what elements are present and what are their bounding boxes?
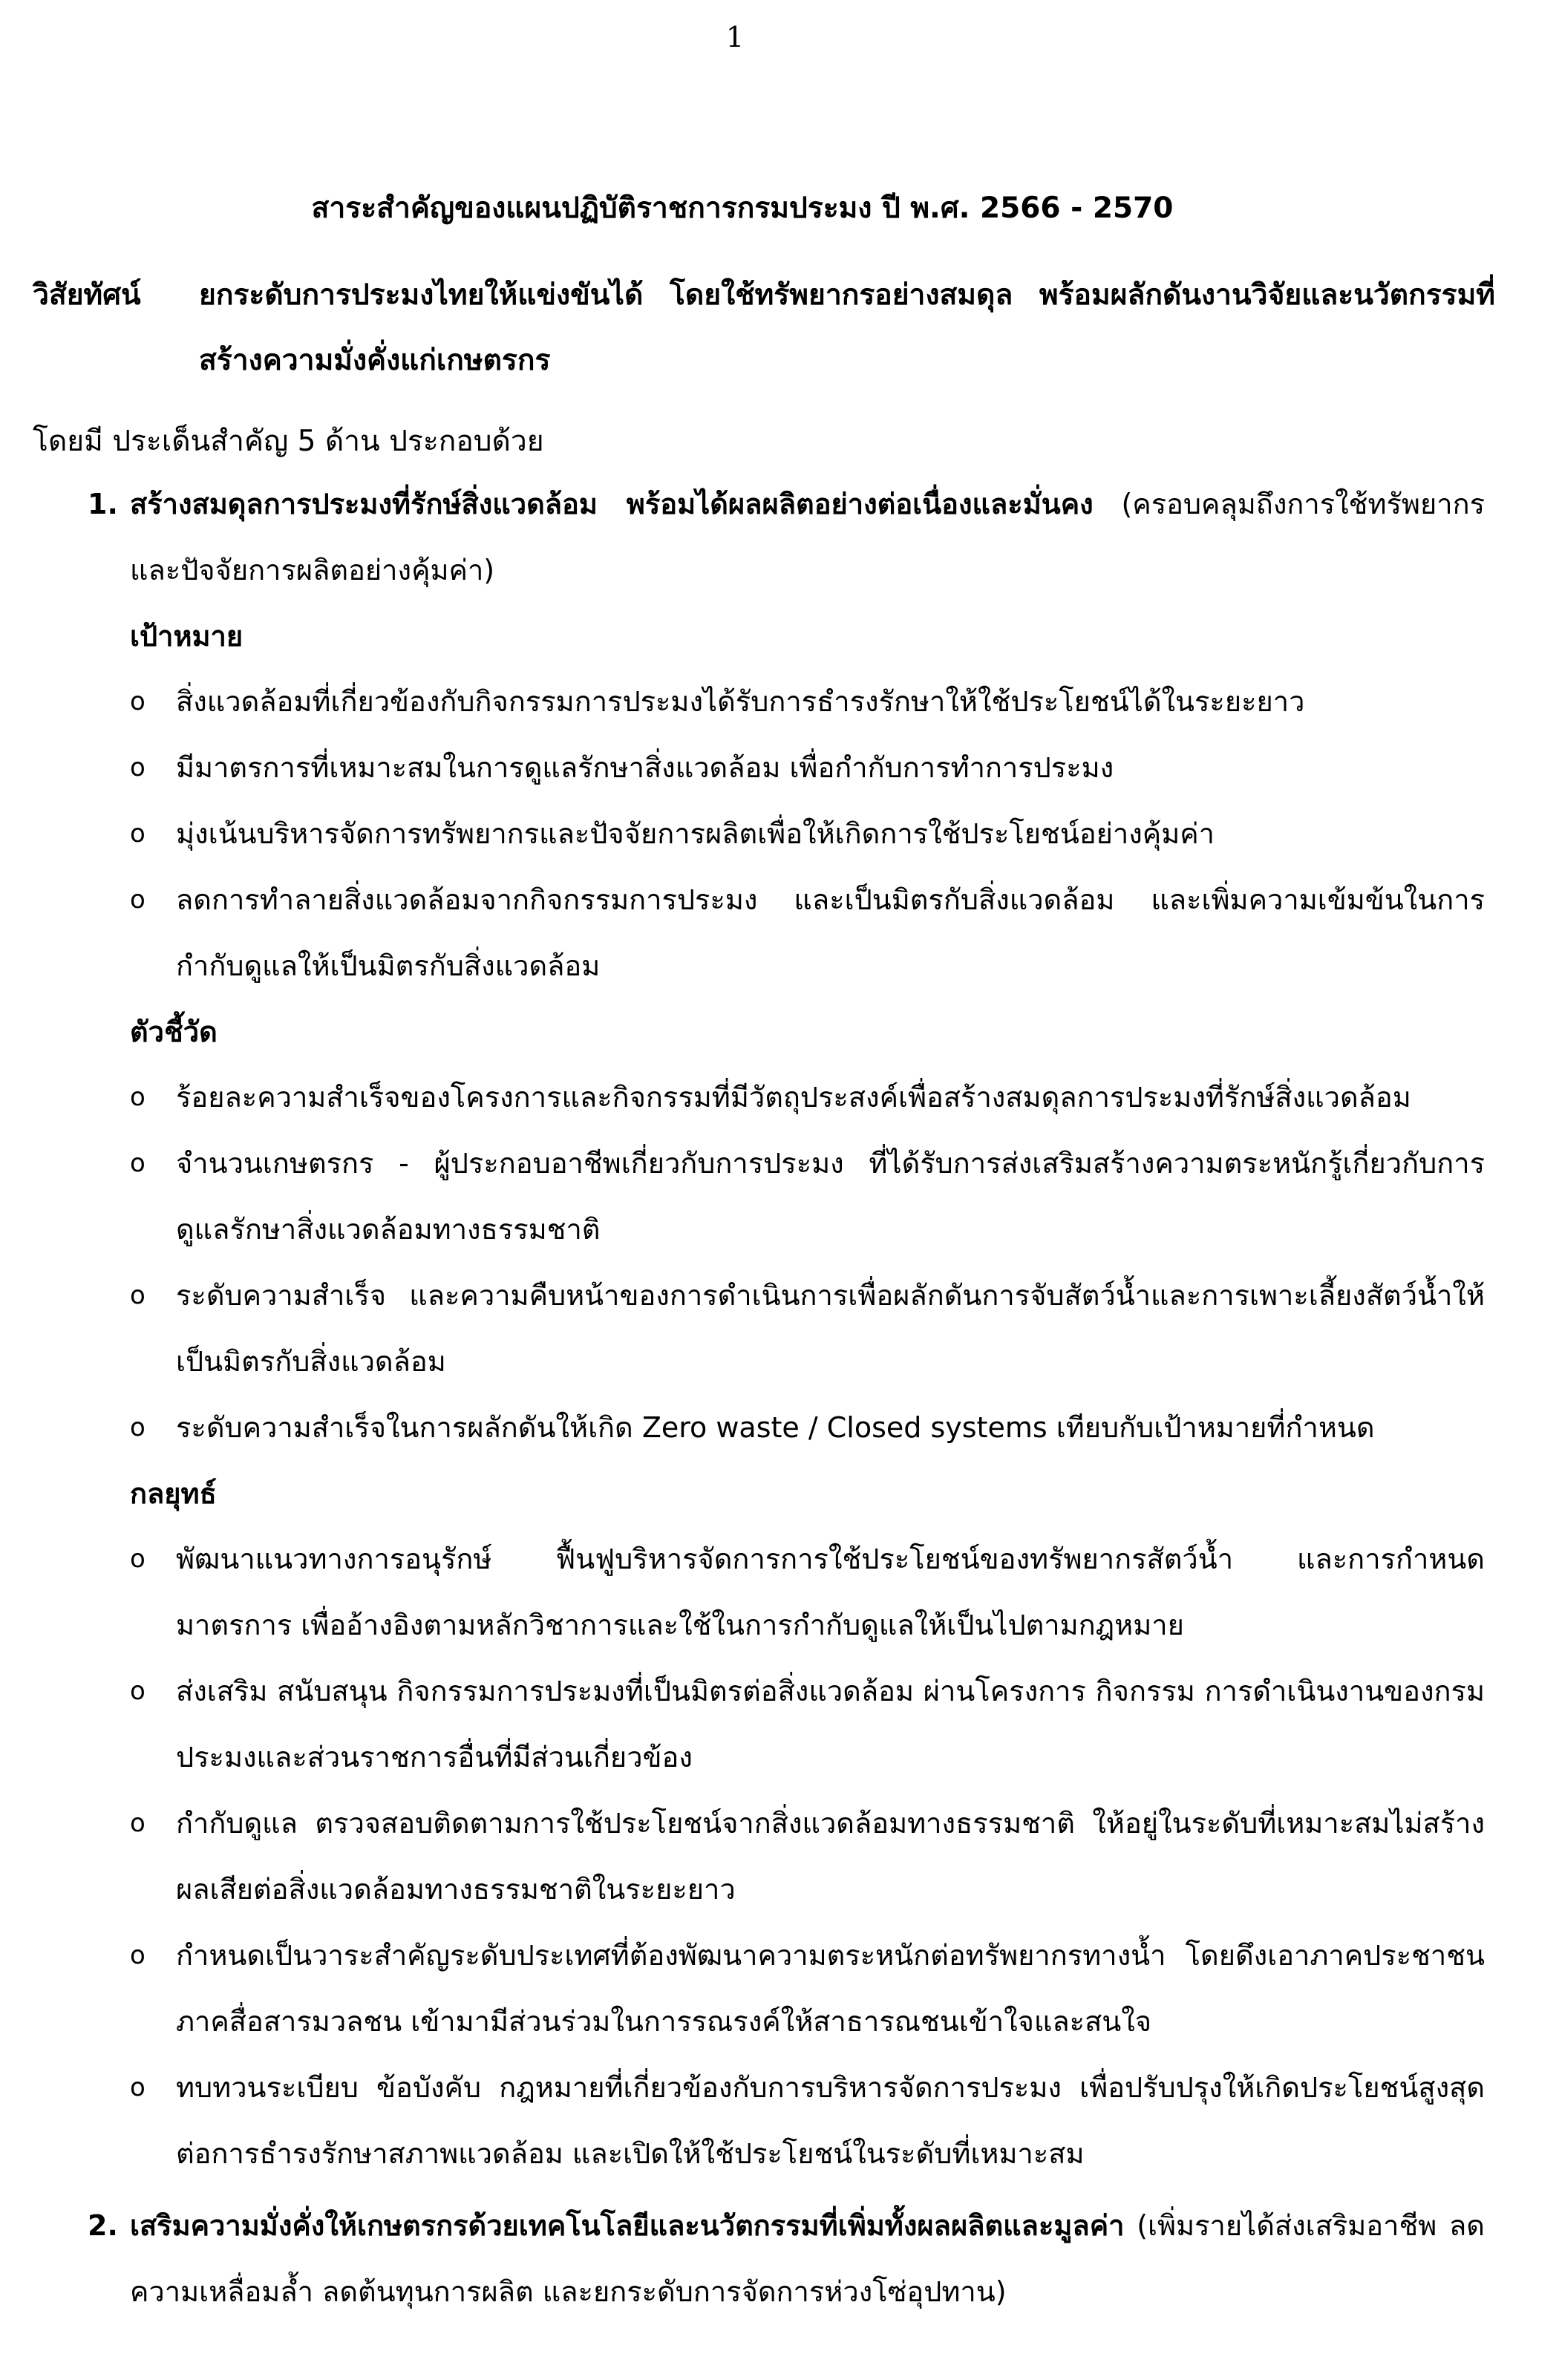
list-item: o ร้อยละความสำเร็จของโครงการและกิจกรรมที่มีวัตถุประสงค์เพื่อสร้างสมดุลการประมงที่รักษ์สิ่งแวดล้อม <box>130 1065 1485 1131</box>
circle-bullet-icon: o <box>130 1941 146 1970</box>
list-item: o มุ่งเน้นบริหารจัดการทรัพยากรและปัจจัยการผลิตเพื่อให้เกิดการใช้ประโยชน์อย่างคุ้มค่า <box>130 801 1485 867</box>
list-item: o กำกับดูแล ตรวจสอบติดตามการใช้ประโยชน์จากสิ่งแวดล้อมทางธรรมชาติ ให้อยู่ในระดับที่เหมาะสมไม่สร้างผลเสียต่อสิ่งแวดล้อมทางธรรมชาติในระยะยาว <box>130 1791 1485 1923</box>
circle-bullet-icon: o <box>130 1676 146 1706</box>
circle-bullet-icon: o <box>130 1544 146 1574</box>
goals-list <box>130 669 1485 999</box>
circle-bullet-icon: o <box>130 753 146 782</box>
list-item: o ระดับความสำเร็จ และความคืบหน้าของการดำเนินการเพื่อผลักดันการจับสัตว์น้ำและการเพาะเลี้ยงสัตว์น้ำให้เป็นมิตรกับสิ่งแวดล้อม <box>130 1263 1485 1395</box>
vision-text: ยกระดับการประมงไทยให้แข่งขันได้ โดยใช้ทรัพยากรอย่างสมดุล พร้อมผลักดันงานวิจัยและนวัตกรรมที่สร้างความมั่งคั่งแก่เกษตรกร <box>199 278 1495 377</box>
circle-bullet-icon: o <box>130 687 146 716</box>
key-issue-title: สร้างสมดุลการประมงที่รักษ์สิ่งแวดล้อม พร้อมได้ผลผลิตอย่างต่อเนื่องและมั่นคง <box>130 488 1094 520</box>
list-item: o ส่งเสริม สนับสนุน กิจกรรมการประมงที่เป็นมิตรต่อสิ่งแวดล้อม ผ่านโครงการ กิจกรรม การดำเนินงานของกรมประมงและส่วนราชการอื่นที่มีส่วนเกี่ยวข้อง <box>130 1658 1485 1791</box>
indicators-list <box>130 1065 1485 1461</box>
circle-bullet-icon: o <box>130 819 146 849</box>
vision-section <box>33 263 1495 393</box>
list-item: o ระดับความสำเร็จในการผลักดันให้เกิด Zero waste / Closed systems เทียบกับเป้าหมายที่กำหนด <box>130 1395 1485 1461</box>
circle-bullet-icon: o <box>130 1413 146 1442</box>
circle-bullet-icon: o <box>130 2073 146 2102</box>
key-issue-note: (ครอบคลุมถึงการใช้ทรัพยากรและปัจจัยการผลิตอย่างคุ้มค่า) <box>130 488 1485 586</box>
page-number: 1 <box>725 21 745 53</box>
list-item: o ทบทวนระเบียบ ข้อบังคับ กฎหมายที่เกี่ยวข้องกับการบริหารจัดการประมง เพื่อปรับปรุงให้เกิดประโยชน์สูงสุดต่อการธำรงรักษาสภาพแวดล้อม และเปิดให้ใช้ประโยชน์ในระดับที่เหมาะสม <box>130 2055 1485 2187</box>
page-title: สาระสำคัญของแผนปฏิบัติราชการกรมประมง ปี พ.ศ. 2566 - 2570 <box>311 192 1174 225</box>
key-issue-1 <box>88 471 1485 2187</box>
key-issue-title: เสริมความมั่งคั่งให้เกษตรกรด้วยเทคโนโลยีและนวัตกรรมที่เพิ่มทั้งผลผลิตและมูลค่า <box>130 2209 1125 2242</box>
key-issue-note: (เพิ่มรายได้ส่งเสริมอาชีพ ลดความเหลื่อมล้ำ ลดต้นทุนการผลิต และยกระดับการจัดการห่วงโซ่อุปทาน) <box>130 2209 1485 2308</box>
strategies-list <box>130 1526 1485 2187</box>
strategies-heading: กลยุทธ์ <box>130 1477 217 1510</box>
key-issue-number: 1. <box>88 488 118 520</box>
circle-bullet-icon: o <box>130 1148 146 1178</box>
list-item: o มีมาตรการที่เหมาะสมในการดูแลรักษาสิ่งแวดล้อม เพื่อกำกับการทำการประมง <box>130 735 1485 801</box>
circle-bullet-icon: o <box>130 1082 146 1112</box>
list-item: o สิ่งแวดล้อมที่เกี่ยวข้องกับกิจกรรมการประมงได้รับการธำรงรักษาให้ใช้ประโยชน์ได้ในระยะยาว <box>130 669 1485 735</box>
key-issue-heading <box>130 2193 1485 2325</box>
document-body <box>88 471 1485 2325</box>
list-item: o พัฒนาแนวทางการอนุรักษ์ ฟื้นฟูบริหารจัดการการใช้ประโยชน์ของทรัพยากรสัตว์น้ำ และการกำหนดมาตรการ เพื่ออ้างอิงตามหลักวิชาการและใช้ในการกำกับดูแลให้เป็นไปตามกฎหมาย <box>130 1526 1485 1658</box>
circle-bullet-icon: o <box>130 1281 146 1310</box>
circle-bullet-icon: o <box>130 1808 146 1838</box>
key-issue-2 <box>88 2193 1485 2325</box>
list-item: o กำหนดเป็นวาระสำคัญระดับประเทศที่ต้องพัฒนาความตระหนักต่อทรัพยากรทางน้ำ โดยดึงเอาภาคประชาชน ภาคสื่อสารมวลชน เข้ามามีส่วนร่วมในการรณรงค์ให้สาธารณชนเข้าใจและสนใจ <box>130 1923 1485 2055</box>
goals-heading: เป้าหมาย <box>130 620 244 653</box>
circle-bullet-icon: o <box>130 885 146 915</box>
indicators-heading: ตัวชี้วัด <box>130 1016 218 1048</box>
vision-label: วิสัยทัศน์ <box>33 278 141 312</box>
list-item: o ลดการทำลายสิ่งแวดล้อมจากกิจกรรมการประมง และเป็นมิตรกับสิ่งแวดล้อม และเพิ่มความเข้มข้นในการกำกับดูแลให้เป็นมิตรกับสิ่งแวดล้อม <box>130 867 1485 999</box>
key-issue-heading <box>130 471 1485 604</box>
key-issue-number: 2. <box>88 2209 118 2242</box>
intro-text: โดยมี ประเด็นสำคัญ 5 ด้าน ประกอบด้วย <box>33 425 544 458</box>
list-item: o จำนวนเกษตรกร - ผู้ประกอบอาชีพเกี่ยวกับการประมง ที่ได้รับการส่งเสริมสร้างความตระหนักรู้เกี่ยวกับการดูแลรักษาสิ่งแวดล้อมทางธรรมชาติ <box>130 1131 1485 1263</box>
